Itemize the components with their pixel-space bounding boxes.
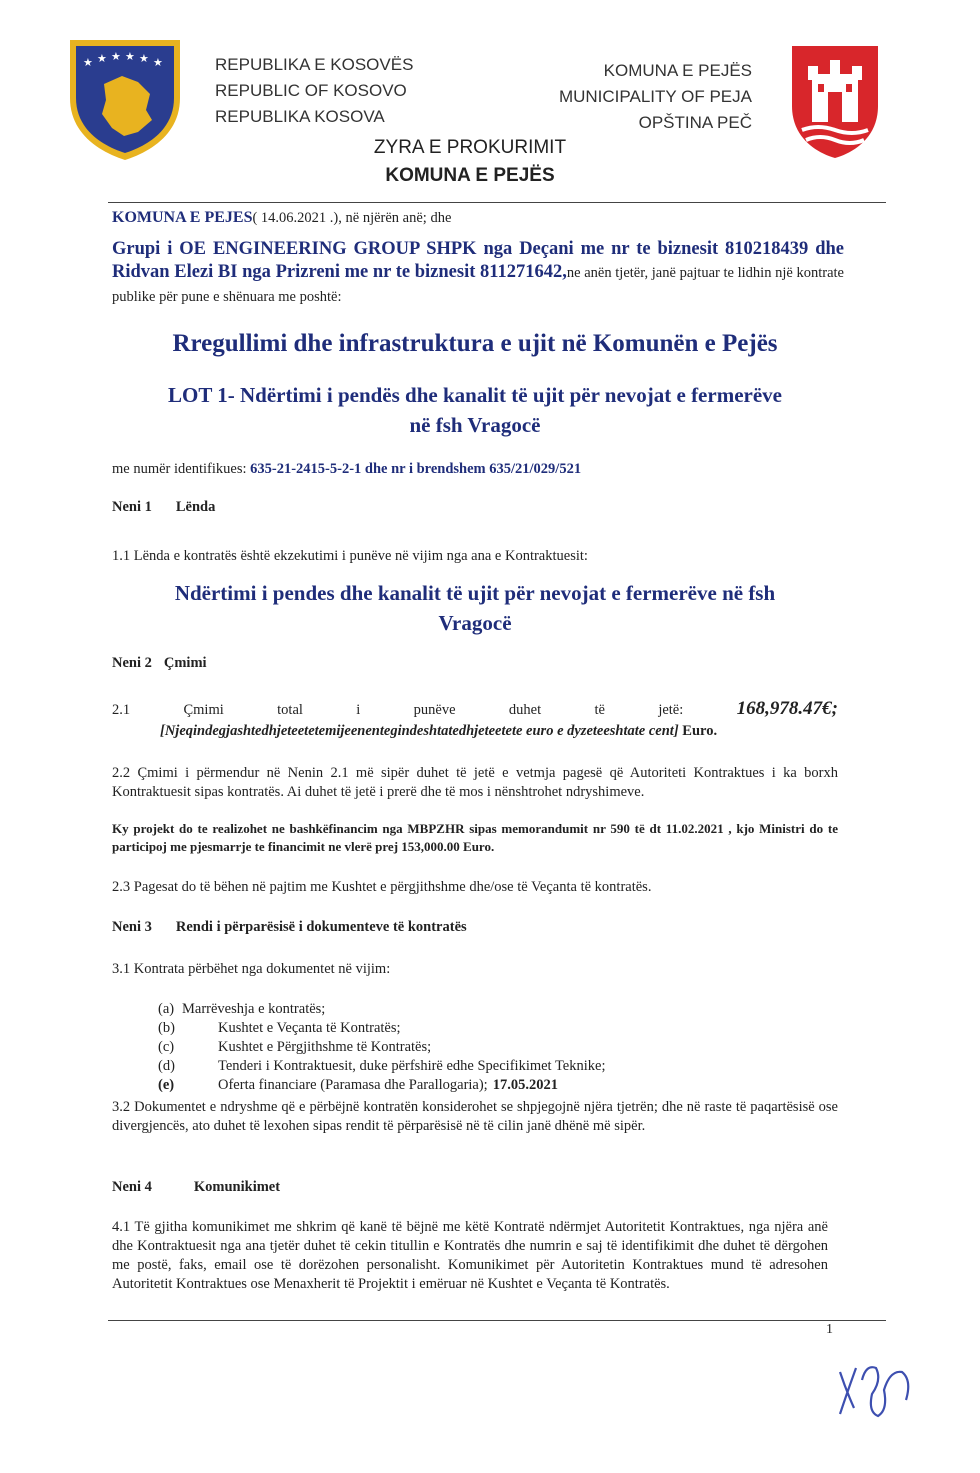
clause-number: 2.1 (112, 702, 131, 718)
total-price: 168,978.47€; (736, 698, 838, 719)
price-word: jetë: (658, 702, 684, 718)
page-number: 1 (826, 1322, 833, 1337)
article-number: Neni 3 (112, 919, 152, 935)
list-item-label: (a) (158, 1001, 175, 1017)
list-item-label: (b) (158, 1020, 175, 1036)
article-number: Neni 1 (112, 499, 152, 515)
list-item (158, 1057, 605, 1076)
list-item (158, 1000, 605, 1019)
intro-rest: , në njërën anë; dhe (338, 210, 452, 226)
price-word: duhet (508, 702, 542, 718)
list-item-text: Kushtet e Përgjithshme të Kontratës; (218, 1039, 432, 1055)
header-line: OPŠTINA PEČ (638, 113, 752, 132)
subject-line: Vragocë (438, 611, 512, 635)
svg-text:★: ★ (97, 52, 107, 65)
article-number: Neni 4 (112, 1179, 152, 1195)
article-2-heading (112, 654, 842, 673)
article-3-2: 3.2 Dokumentet e ndryshme që e përbëjnë kontratën konsiderohet se shpjegojnë njëra tjetrën; dhe në raste të paqartësisë ose divergjencës, ato duhet të lexohen sipas rendit të përparësisë në të cilin janë dhënë më sipër. (112, 1099, 838, 1134)
article-4-1: 4.1 Të gjitha komunikimet me shkrim që kanë të bëjnë me këtë Kontratë ndërmjet Autoritetit Kontraktues, nga njëra anë dhe Kontraktuesit nga ana tjetër duhet të cekin titullin e Kontratës dhe numrin e saj të identifikimit dhe duhet të dërgohen me postë, faks, email ose të dorëzohen personalisht. Komunikimet për Autoritetin Kontraktues mund të adresohen Autoritetit Kontraktues ose Menaxherit të Projektit i emëruar në Kushtet e Veçanta të Kontratës. (112, 1219, 828, 1292)
list-item-text: Tenderi i Kontraktuesit, duke përfshirë edhe Specifikimet Teknike; (218, 1058, 606, 1074)
currency: Euro. (682, 723, 718, 739)
identifier-value: 635-21-2415-5-2-1 dhe nr i brendshem 635/21/029/521 (250, 461, 582, 477)
article-title: Çmimi (163, 655, 207, 671)
contract-subject (110, 578, 840, 638)
article-1-heading (112, 498, 842, 517)
article-3-1: 3.1 Kontrata përbëhet nga dokumentet në vijim: (112, 961, 391, 977)
lot-title (110, 380, 840, 440)
contract-title: Rregullimi dhe infrastruktura e ujit në Komunën e Pejës (172, 330, 778, 357)
price-word: punëve (413, 702, 456, 718)
price-word: i (356, 702, 361, 718)
article-title: Lënda (175, 499, 216, 515)
price-word: të (594, 702, 605, 718)
article-title: Rendi i përparësisë i dokumenteve të kontratës (175, 919, 467, 935)
article-number: Neni 2 (112, 655, 152, 671)
header-line: REPUBLIKA E KOSOVËS (215, 55, 414, 74)
article-1-1: 1.1 Lënda e kontratës është ekzekutimi i punëve në vijim nga ana e Kontraktuesit: (112, 548, 588, 564)
intro-line (112, 208, 842, 228)
list-item-date: 17.05.2021 (492, 1077, 558, 1093)
price-line (112, 698, 838, 720)
article-2-2: 2.2 Çmimi i përmendur në Nenin 2.1 më sipër duhet të jetë e vetmja pagesë që Autoriteti Kontraktues i ka borxh Kontraktuesit sipas kontratës. Ai duhet të jetë i prerë dhe të mos i nënshtrohet ndryshimeve. (112, 765, 838, 800)
lot-line: në fsh Vragocë (409, 413, 541, 437)
svg-text:★: ★ (139, 52, 149, 65)
price-word: total (277, 702, 303, 718)
document-list (158, 1000, 605, 1095)
header-line: REPUBLIKA KOSOVA (215, 107, 385, 126)
procurement-office-sub: KOMUNA E PEJËS (385, 165, 555, 186)
lot-line: LOT 1- Ndërtimi i pendës dhe kanalit të ujit për nevojat e fermerëve (168, 383, 782, 407)
republic-header (215, 52, 413, 130)
svg-text:★: ★ (111, 50, 121, 63)
header-line: MUNICIPALITY OF PEJA (558, 87, 752, 106)
group-text: Grupi i OE ENGINEERING GROUP SHPK nga Deçani me nr te biznesit 810218439 dhe Ridvan Elezi BI nga Prizreni me nr te biznesit 811271642, (112, 239, 844, 282)
price-word: Çmimi (183, 702, 224, 718)
list-item-text: Kushtet e Veçanta të Kontratës; (218, 1020, 401, 1036)
party-one: KOMUNA E PEJES (112, 209, 253, 226)
list-item-label: (d) (158, 1058, 175, 1074)
article-title: Komunikimet (193, 1179, 281, 1195)
article-2-3: 2.3 Pagesat do të bëhen në pajtim me Kushtet e përgjithshme dhe/ose të Veçanta të kontratës. (112, 879, 652, 895)
list-item-text: Marrëveshja e kontratës; (182, 1001, 326, 1017)
list-item-text: Oferta financiare (Paramasa dhe Parallogaria); (218, 1077, 488, 1093)
header-divider (108, 202, 886, 203)
header-line: KOMUNA E PEJËS (603, 61, 752, 80)
svg-text:★: ★ (125, 50, 135, 63)
price-words-text: [Njeqindegjashtedhjeteetetemijeenentegindeshtatedhjeteetete euro e dyzeteeshtate cent] (160, 723, 679, 739)
header-line: REPUBLIC OF KOSOVO (215, 81, 407, 100)
svg-text:★: ★ (83, 56, 93, 69)
municipality-header (559, 58, 752, 136)
contractor-group (112, 238, 844, 309)
article-3-heading (112, 918, 842, 937)
article-4-heading (112, 1178, 842, 1197)
cofinancing-note: Ky projekt do te realizohet ne bashkëfinancim nga MBPZHR sipas memorandumit nr 590 të dt 11.02.2021 , kjo Ministri do te participoj me pjesmarrje te financimit ne vlerë prej 153,000.00 Euro. (112, 821, 838, 854)
procurement-office: ZYRA E PROKURIMIT (373, 137, 567, 158)
subject-line: Ndërtimi i pendes dhe kanalit të ujit për nevojat e fermerëve në fsh (174, 581, 776, 605)
list-item (158, 1076, 605, 1095)
intro-date: ( 14.06.2021 .) (252, 210, 339, 226)
signature-initials (832, 1350, 922, 1430)
list-item (158, 1019, 605, 1038)
list-item (158, 1038, 605, 1057)
identifier-line (112, 460, 842, 479)
svg-text:★: ★ (153, 56, 163, 69)
list-item-label: (c) (158, 1039, 175, 1055)
identifier-label: me numër identifikues: (112, 461, 247, 477)
list-item-label: (e) (158, 1077, 175, 1093)
footer-divider (108, 1320, 886, 1321)
price-in-words (160, 723, 717, 740)
group-rest: ne anën tjetër, janë pajtuar te lidhin një kontrate publike për pune e shënuara me poshtë: (112, 265, 844, 305)
